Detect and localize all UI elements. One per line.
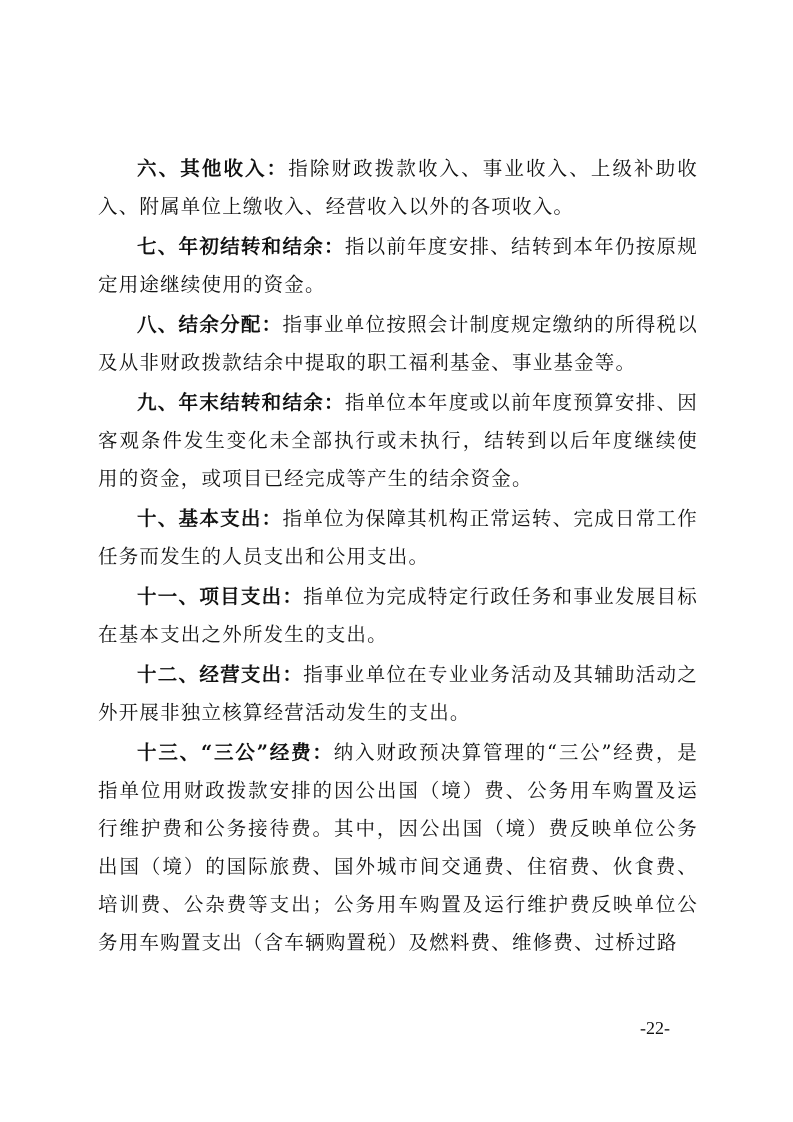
paragraph-basic-expenditure <box>98 500 698 576</box>
term-definition: 指事业单位在专业业务活动及其辅助活动之外开展非独立核算经营活动发生的支出。 <box>98 663 698 724</box>
term-definition: 指除财政拨款收入、事业收入、上级补助收入、附属单位上缴收入、经营收入以外的各项收入。 <box>98 157 698 218</box>
paragraph-operating-expenditure <box>98 656 698 732</box>
term-heading: 十、基本支出： <box>137 507 283 530</box>
term-definition: 指单位本年度或以前年度预算安排、因客观条件发生变化未全部执行或未执行，结转到以后年度继续使用的资金，或项目已经完成等产生的结余资金。 <box>98 391 698 490</box>
paragraph-other-income <box>98 150 698 226</box>
paragraph-three-public-expenses <box>98 734 698 962</box>
term-heading: 六、其他收入： <box>137 157 289 180</box>
page-number: -22- <box>640 1018 670 1038</box>
term-definition: 纳入财政预决算管理的“三公”经费，是指单位用财政拨款安排的因公出国（境）费、公务用车购置及运行维护费和公务接待费。其中，因公出国（境）费反映单位公务出国（境）的国际旅费、国外城市间交通费、住宿费、伙食费、培训费、公杂费等支出；公务用车购置及运行维护费反映单位公务用车购置支出（含车辆购置税）及燃料费、维修费、过桥过路 <box>98 741 699 954</box>
body-text <box>98 150 698 964</box>
term-heading: 十二、经营支出： <box>137 663 304 686</box>
term-definition: 指事业单位按照会计制度规定缴纳的所得税以及从非财政拨款结余中提取的职工福利基金、事业基金等。 <box>98 313 698 374</box>
paragraph-project-expenditure <box>98 578 698 654</box>
term-heading: 九、年末结转和结余： <box>137 391 345 414</box>
paragraph-surplus-distribution <box>98 306 698 382</box>
term-definition: 指单位为完成特定行政任务和事业发展目标在基本支出之外所发生的支出。 <box>98 585 698 646</box>
term-heading: 八、结余分配： <box>137 313 283 336</box>
term-heading: 十三、“三公”经费： <box>137 741 334 764</box>
term-heading: 七、年初结转和结余： <box>137 235 345 258</box>
term-heading: 十一、项目支出： <box>137 585 304 608</box>
paragraph-opening-carryover <box>98 228 698 304</box>
term-definition: 指以前年度安排、结转到本年仍按原规定用途继续使用的资金。 <box>98 235 698 296</box>
term-definition: 指单位为保障其机构正常运转、完成日常工作任务而发生的人员支出和公用支出。 <box>98 507 698 568</box>
paragraph-closing-carryover <box>98 384 698 498</box>
